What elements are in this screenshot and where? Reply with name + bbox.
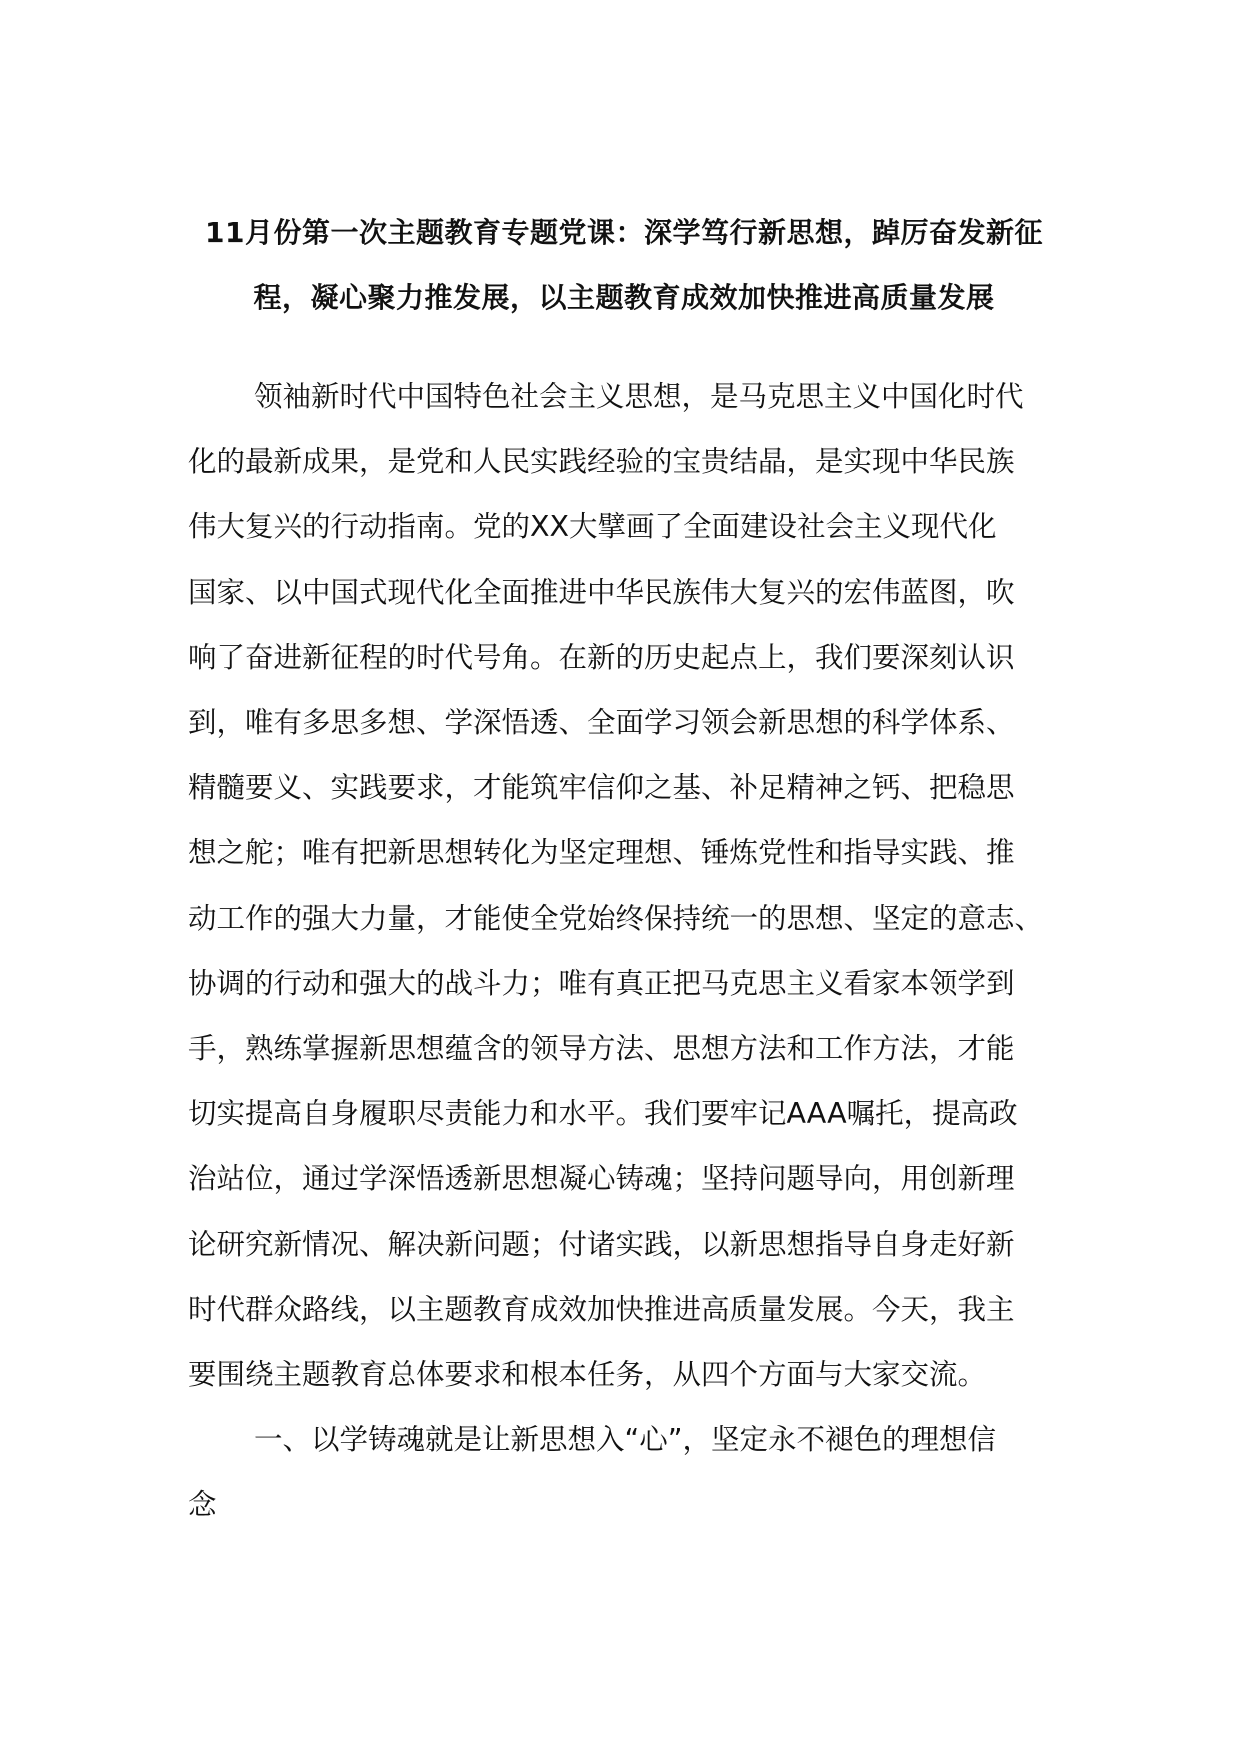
paragraph-line: 想之舵；唯有把新思想转化为坚定理想、锤炼党性和指导实践、推 (188, 836, 1015, 870)
paragraph-intro (188, 364, 1068, 1407)
document-title (190, 200, 1058, 330)
paragraph-line: 精髓要义、实践要求，才能筑牢信仰之基、补足精神之钙、把稳思 (188, 771, 1015, 805)
paragraph-line: 国家、以中国式现代化全面推进中华民族伟大复兴的宏伟蓝图，吹 (188, 575, 1015, 609)
paragraph-line: 论研究新情况、解决新问题；付诸实践，以新思想指导自身走好新 (188, 1227, 1015, 1261)
paragraph-line: 化的最新成果，是党和人民实践经验的宝贵结晶，是实现中华民族 (188, 445, 1015, 479)
paragraph-line: 领袖新时代中国特色社会主义思想，是马克思主义中国化时代 (254, 380, 1024, 413)
section-heading-1 (188, 1407, 1068, 1537)
paragraph-line: 伟大复兴的行动指南。党的XX大擘画了全面建设社会主义现代化 (188, 510, 997, 544)
heading-line: 一、以学铸魂就是让新思想入“心”，坚定永不褪色的理想信 (254, 1423, 997, 1457)
paragraph-line: 响了奋进新征程的时代号角。在新的历史起点上，我们要深刻认识 (188, 640, 1015, 674)
paragraph-line: 动工作的强大力量，才能使全党始终保持统一的思想、坚定的意志、 (188, 901, 1044, 935)
title-line: 程，凝心聚力推发展，以主题教育成效加快推进高质量发展 (253, 281, 995, 314)
heading-line: 念 (188, 1488, 217, 1522)
paragraph-line: 时代群众路线，以主题教育成效加快推进高质量发展。今天，我主 (188, 1292, 1015, 1326)
paragraph-line: 切实提高自身履职尽责能力和水平。我们要牢记AAA嘱托，提高政 (188, 1097, 1018, 1131)
paragraph-line: 治站位，通过学深悟透新思想凝心铸魂；坚持问题导向，用创新理 (188, 1162, 1015, 1196)
title-line: 11月份第一次主题教育专题党课：深学笃行新思想，踔厉奋发新征 (205, 216, 1043, 249)
paragraph-line: 要围绕主题教育总体要求和根本任务，从四个方面与大家交流。 (188, 1358, 987, 1392)
paragraph-line: 到，唯有多思多想、学深悟透、全面学习领会新思想的科学体系、 (188, 706, 1015, 740)
document-body (188, 364, 1068, 1538)
paragraph-line: 手，熟练掌握新思想蕴含的领导方法、思想方法和工作方法，才能 (188, 1032, 1015, 1066)
paragraph-line: 协调的行动和强大的战斗力；唯有真正把马克思主义看家本领学到 (188, 966, 1015, 1000)
